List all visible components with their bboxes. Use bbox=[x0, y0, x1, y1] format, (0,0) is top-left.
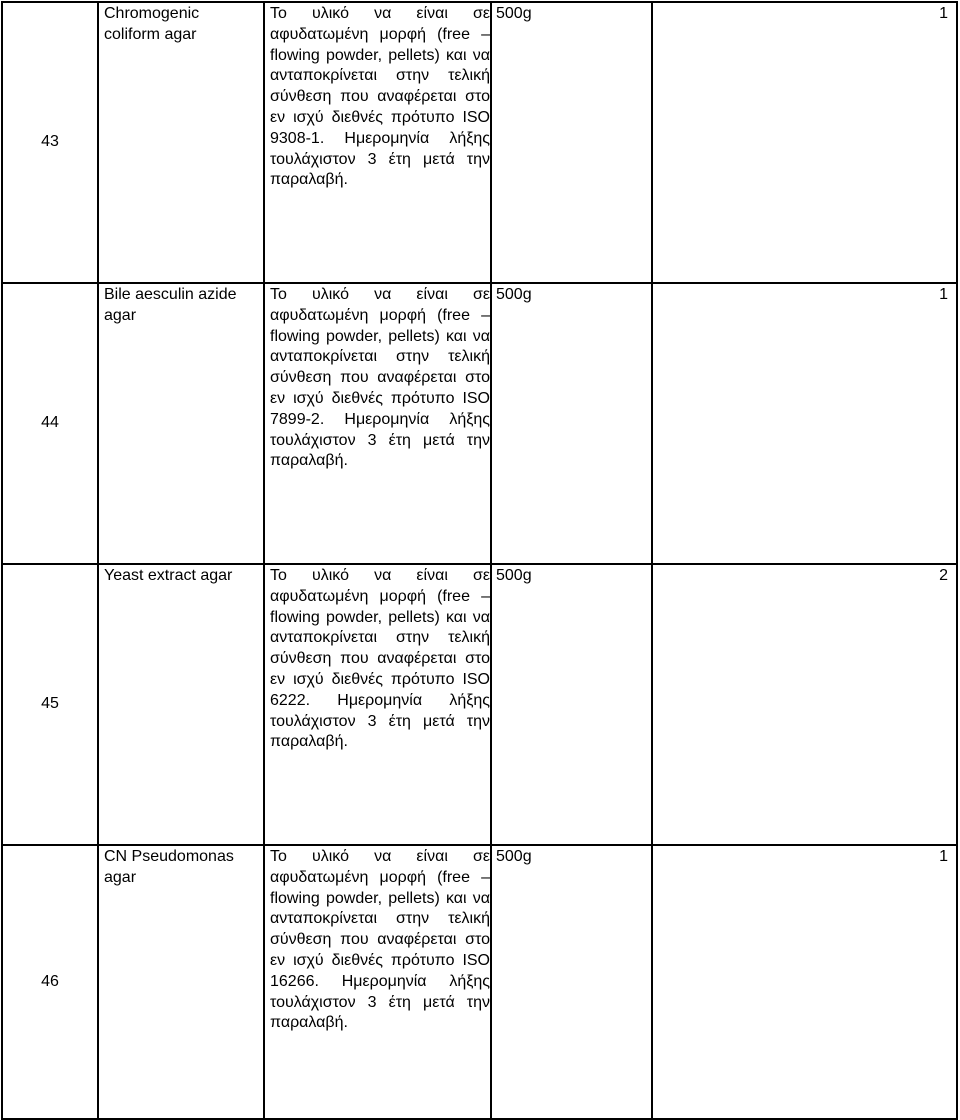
item-description: Το υλικό να είναι σε αφυδατωμένη μορφή (free – flowing powder, pellets) και να ανταποκρίνεται στην τελική σύνθεση που αναφέρεται στο εν ισχύ διεθνές πρότυπο ISO 9308-1. Ημερομηνία λήξης τουλάχιστον 3 έτη μετά την παραλαβή. bbox=[270, 5, 490, 189]
item-name: CN Pseudomonas agar bbox=[104, 848, 234, 886]
item-quantity-cell bbox=[491, 2, 652, 283]
item-count-cell bbox=[652, 2, 957, 283]
item-name: Chromogenic coliform agar bbox=[104, 5, 200, 43]
item-name: Yeast extract agar bbox=[104, 567, 233, 584]
item-name-cell bbox=[98, 2, 264, 283]
item-quantity: 500g bbox=[496, 567, 532, 584]
item-quantity: 500g bbox=[496, 286, 532, 303]
item-count-cell bbox=[652, 283, 957, 564]
item-count: 2 bbox=[939, 567, 948, 584]
item-description: Το υλικό να είναι σε αφυδατωμένη μορφή (free – flowing powder, pellets) και να ανταποκρίνεται στην τελική σύνθεση που αναφέρεται στο εν ισχύ διεθνές πρότυπο ISO 6222. Ημερομηνία λήξης τουλάχιστον 3 έτη μετά την παραλαβή. bbox=[270, 567, 490, 751]
item-name-cell bbox=[98, 283, 264, 564]
specification-table bbox=[1, 1, 958, 1120]
table-row bbox=[2, 283, 957, 564]
table-row bbox=[2, 845, 957, 1119]
table-row bbox=[2, 2, 957, 283]
item-count-cell bbox=[652, 564, 957, 845]
item-quantity-cell bbox=[491, 564, 652, 845]
item-name: Bile aesculin azide agar bbox=[104, 286, 237, 324]
item-count-cell bbox=[652, 845, 957, 1119]
item-number: 43 bbox=[2, 2, 98, 283]
item-description-cell bbox=[264, 564, 491, 845]
item-quantity-cell bbox=[491, 283, 652, 564]
item-number: 44 bbox=[2, 283, 98, 564]
item-description-cell bbox=[264, 283, 491, 564]
item-count: 1 bbox=[939, 848, 948, 865]
item-count: 1 bbox=[939, 286, 948, 303]
item-description: Το υλικό να είναι σε αφυδατωμένη μορφή (free – flowing powder, pellets) και να ανταποκρίνεται στην τελική σύνθεση που αναφέρεται στο εν ισχύ διεθνές πρότυπο ISO 7899-2. Ημερομηνία λήξης τουλάχιστον 3 έτη μετά την παραλαβή. bbox=[270, 286, 490, 470]
item-quantity: 500g bbox=[496, 848, 532, 865]
item-number: 46 bbox=[2, 845, 98, 1119]
item-quantity-cell bbox=[491, 845, 652, 1119]
item-name-cell bbox=[98, 845, 264, 1119]
item-description-cell bbox=[264, 2, 491, 283]
table-row bbox=[2, 564, 957, 845]
item-count: 1 bbox=[939, 5, 948, 22]
item-name-cell bbox=[98, 564, 264, 845]
item-description-cell bbox=[264, 845, 491, 1119]
item-quantity: 500g bbox=[496, 5, 532, 22]
item-description: Το υλικό να είναι σε αφυδατωμένη μορφή (free – flowing powder, pellets) και να ανταποκρίνεται στην τελική σύνθεση που αναφέρεται στο εν ισχύ διεθνές πρότυπο ISO 16266. Ημερομηνία λήξης τουλάχιστον 3 έτη μετά την παραλαβή. bbox=[270, 848, 490, 1032]
item-number: 45 bbox=[2, 564, 98, 845]
